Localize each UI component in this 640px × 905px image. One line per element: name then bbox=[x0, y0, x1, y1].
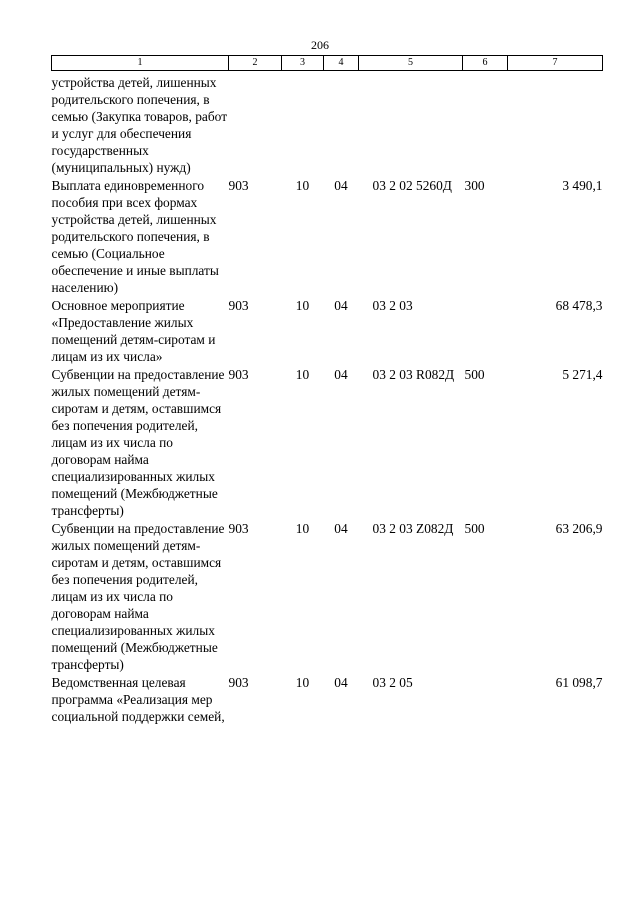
row-amount: 63 206,9 bbox=[555, 521, 603, 536]
table-row bbox=[52, 176, 603, 296]
row-amount bbox=[508, 71, 603, 177]
row-amount: 68 478,3 bbox=[555, 298, 603, 313]
row-subsection: 04 bbox=[334, 521, 348, 536]
row-name: Субвенции на предоставление жилых помещений детям-сиротам и детям, оставшимся без попечения родителей, лицам из их числа по договорам найма специализированных жилых помещений (Межбюджетные трансферты) bbox=[51, 521, 225, 672]
row-subsection: 04 bbox=[334, 675, 348, 690]
row-section: 10 bbox=[295, 521, 310, 536]
row-name: устройства детей, лишенных родительского попечения, в семью (Закупка товаров, работ и услуг для обеспечения государственных (муниципальных) нужд) bbox=[51, 75, 228, 175]
row-target-article: 03 2 05 bbox=[372, 675, 413, 690]
row-expense-type: 500 bbox=[464, 521, 485, 536]
row-ministry-code: 903 bbox=[228, 298, 249, 313]
row-ministry-code: 903 bbox=[228, 521, 249, 536]
row-expense-type: 500 bbox=[464, 367, 485, 382]
column-header-3: 3 bbox=[282, 56, 324, 71]
row-ministry-code bbox=[229, 71, 282, 177]
column-header-1: 1 bbox=[52, 56, 229, 71]
row-name: Субвенции на предоставление жилых помещений детям-сиротам и детям, оставшимся без попечения родителей, лицам из их числа по договорам найма специализированных жилых помещений (Межбюджетные трансферты) bbox=[51, 367, 225, 518]
column-header-7: 7 bbox=[508, 56, 603, 71]
row-target-article: 03 2 03 bbox=[372, 298, 413, 313]
row-section bbox=[282, 71, 324, 177]
table-row bbox=[52, 365, 603, 519]
row-expense-type bbox=[463, 296, 508, 365]
row-target-article: 03 2 03 Z082Д bbox=[372, 521, 454, 536]
row-ministry-code: 903 bbox=[228, 367, 249, 382]
column-header-5: 5 bbox=[359, 56, 463, 71]
table-row bbox=[52, 519, 603, 673]
row-ministry-code: 903 bbox=[228, 178, 249, 193]
row-ministry-code: 903 bbox=[228, 675, 249, 690]
row-name: Выплата единовременного пособия при всех формах устройства детей, лишенных родительского попечения, в семью (Социальное обеспечение и иные выплаты населению) bbox=[51, 178, 219, 295]
row-section: 10 bbox=[295, 298, 310, 313]
row-target-article: 03 2 02 5260Д bbox=[372, 178, 452, 193]
page-number: 206 bbox=[311, 38, 329, 52]
row-section: 10 bbox=[295, 367, 310, 382]
row-subsection bbox=[324, 71, 359, 177]
row-subsection: 04 bbox=[334, 298, 348, 313]
column-header-6: 6 bbox=[463, 56, 508, 71]
table-header-row bbox=[52, 56, 603, 71]
table-row bbox=[52, 71, 603, 177]
row-subsection: 04 bbox=[334, 367, 348, 382]
row-subsection: 04 bbox=[334, 178, 348, 193]
row-target-article bbox=[359, 71, 463, 177]
row-name: Основное мероприятие «Предоставление жилых помещений детям-сиротам и лицам из их числа» bbox=[51, 298, 216, 364]
row-amount: 3 490,1 bbox=[562, 178, 603, 193]
row-amount: 61 098,7 bbox=[555, 675, 603, 690]
row-section: 10 bbox=[295, 675, 310, 690]
row-target-article: 03 2 03 R082Д bbox=[372, 367, 455, 382]
row-expense-type bbox=[463, 673, 508, 725]
budget-table bbox=[51, 55, 603, 725]
table-row bbox=[52, 673, 603, 725]
table-row bbox=[52, 296, 603, 365]
row-section: 10 bbox=[295, 178, 310, 193]
column-header-2: 2 bbox=[229, 56, 282, 71]
row-amount: 5 271,4 bbox=[562, 367, 603, 382]
column-header-4: 4 bbox=[324, 56, 359, 71]
row-expense-type bbox=[463, 71, 508, 177]
row-name: Ведомственная целевая программа «Реализация мер социальной поддержки семей, bbox=[51, 675, 225, 724]
row-expense-type: 300 bbox=[464, 178, 485, 193]
